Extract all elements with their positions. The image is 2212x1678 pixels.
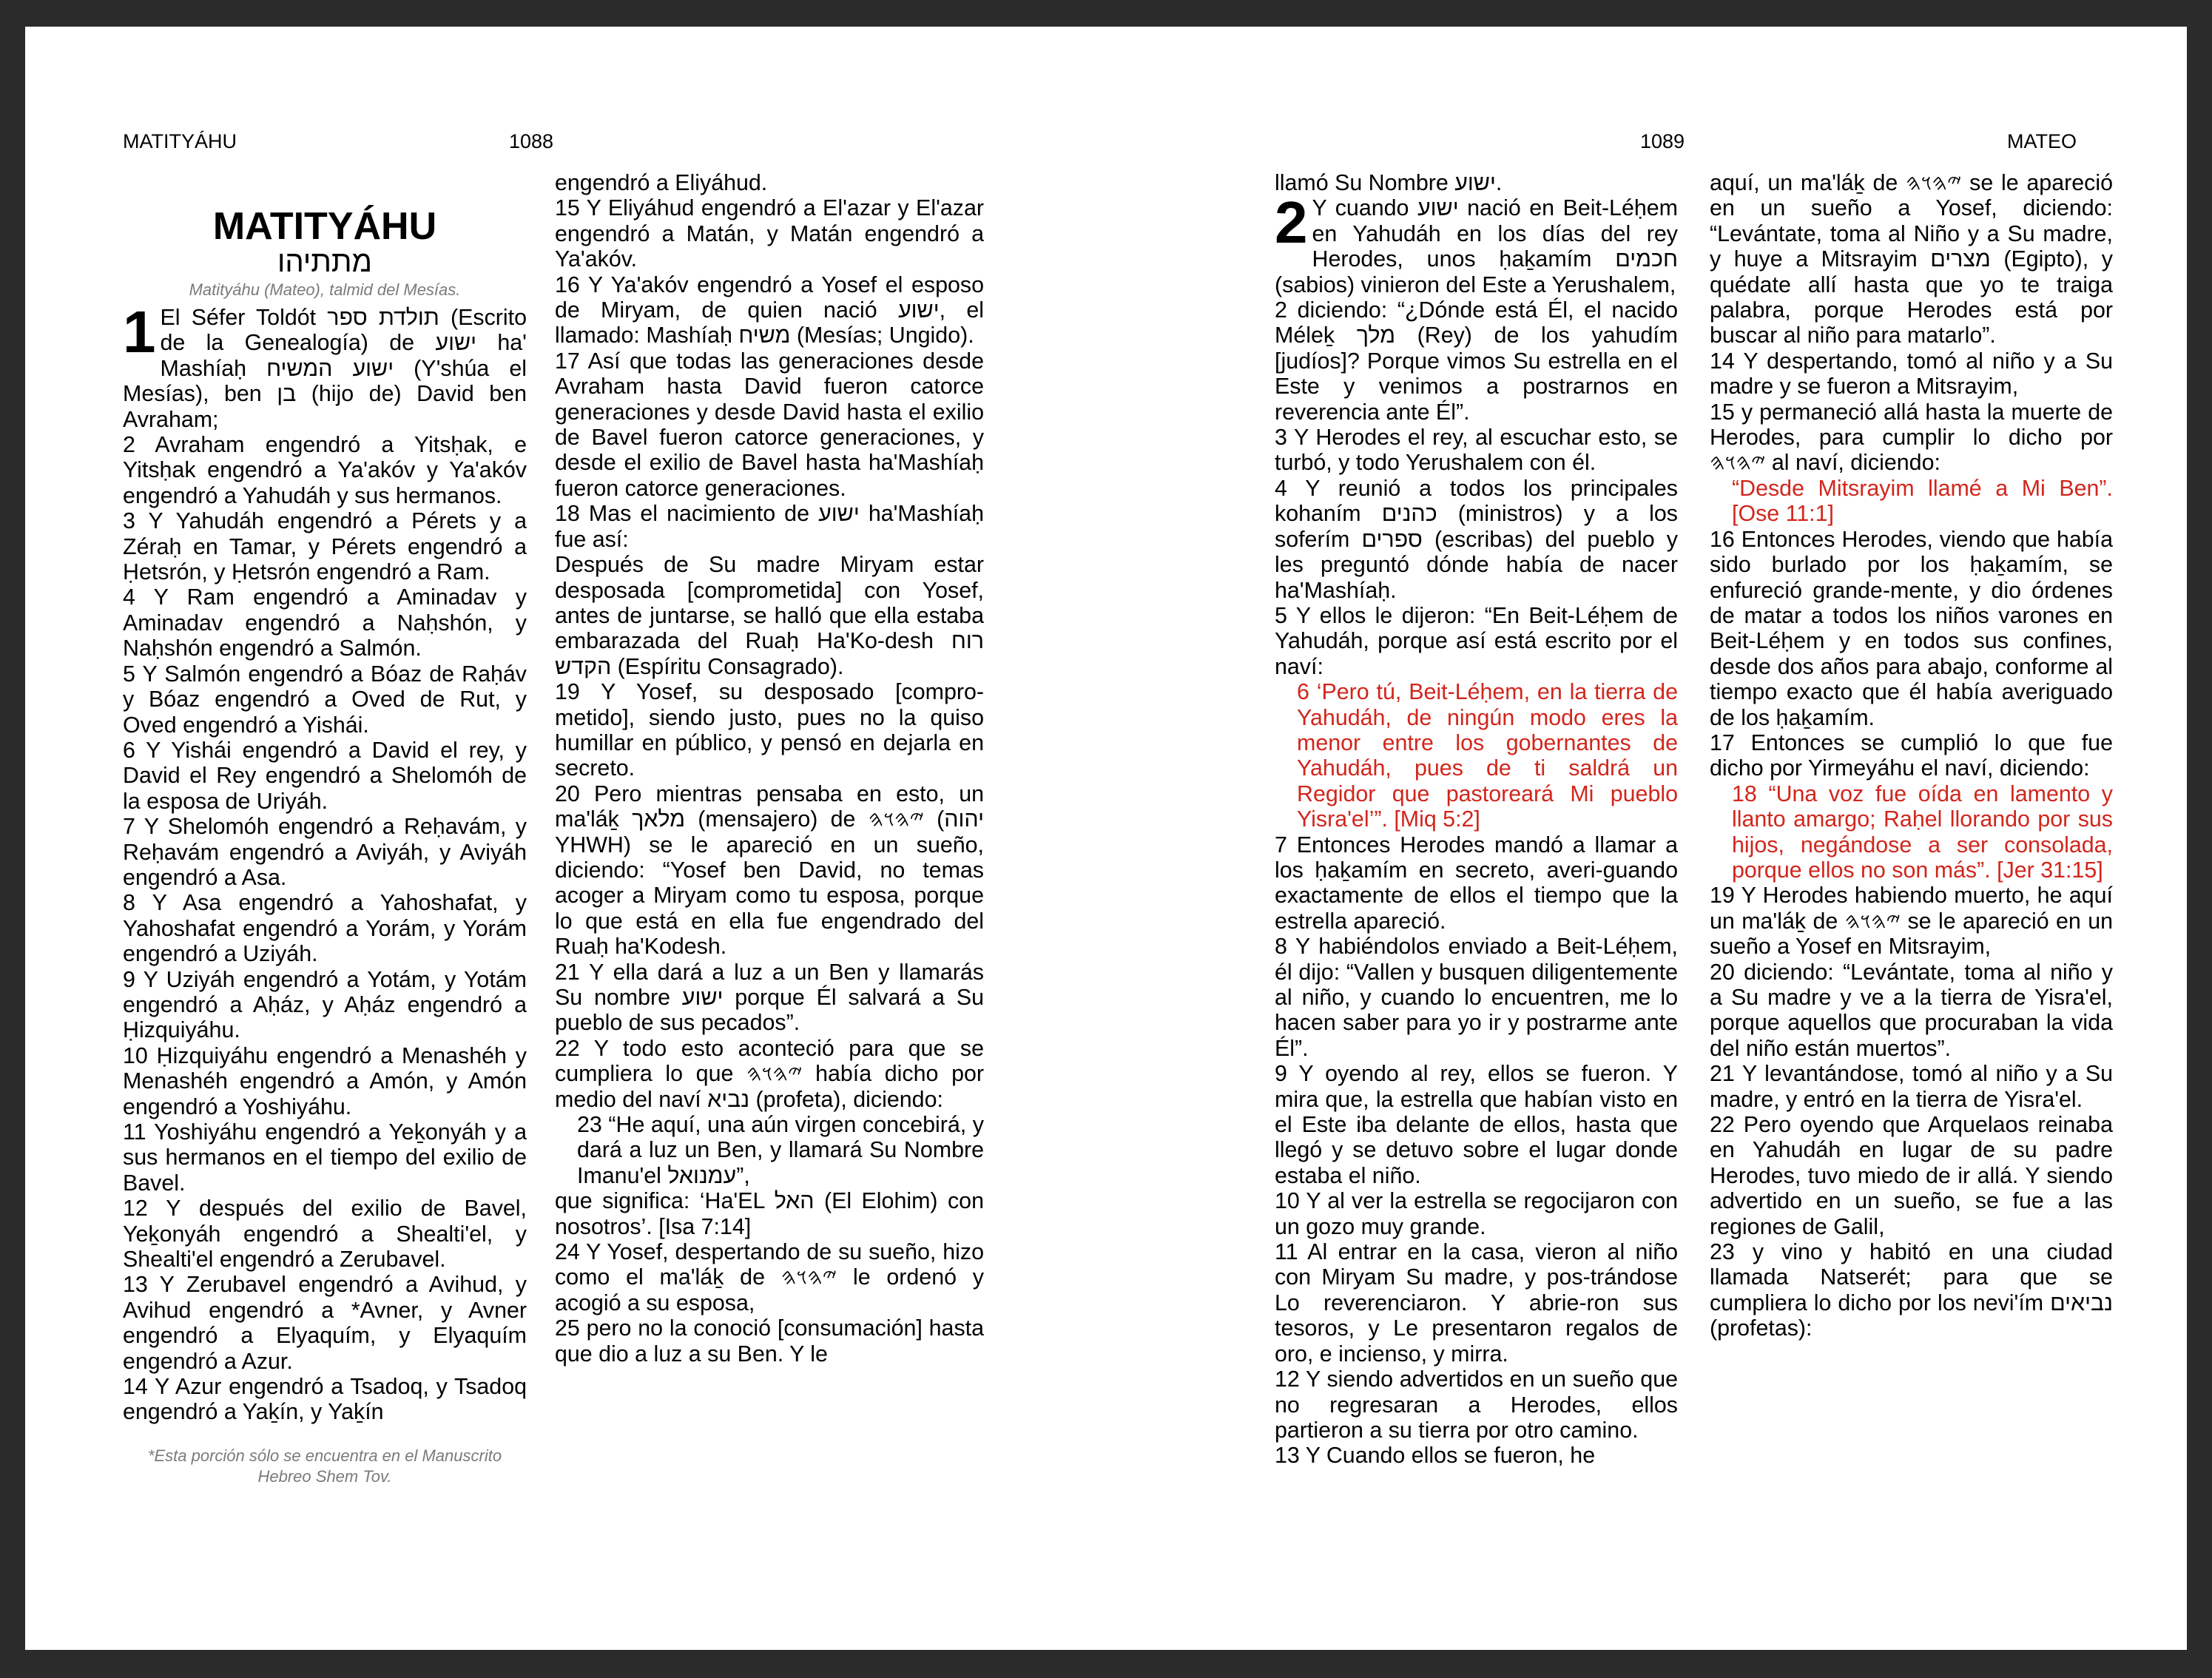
verse: 4 Y reunió a todos los principales kohaním כהנים (ministros) y a los soferím ספרים (escribas) del pueblo y les preguntó dónde había de nacer ha'Mashíaḥ. [1275, 475, 1678, 603]
verse: 6 Y Yishái engendró a David el rey, y David el Rey engendró a Shelomóh de la esposa de Uriyáh. [123, 737, 527, 814]
verse: 10 Ḥizquiyáhu engendró a Menashéh y Menashéh engendró a Amón, y Amón engendró a Yoshiyáhu. [123, 1042, 527, 1119]
verse: 13 Y Zerubavel engendró a Avihud, y Avihud engendró a *Avner, y Avner engendró a Elyaquím, y Elyaquím engendró a Azur. [123, 1272, 527, 1374]
left-column-1 [123, 175, 527, 1487]
verse: llamó Su Nombre ישוע. [1275, 170, 1503, 195]
page-number-left: 1088 [509, 130, 554, 152]
verse: 11 Yoshiyáhu engendró a Yeḵonyáh y a sus hermanos en el tiempo del exilio de Bavel. [123, 1119, 527, 1196]
verse: 2 diciendo: “¿Dónde está Él, el nacido Méleḵ מלך (Rey) de los yahudím [judíos]? Porque vimos Su estrella en el Este y venimos a postrarnos en reverencia ante Él”. [1275, 297, 1679, 425]
verse: 12 Y después del exilio de Bavel, Yeḵonyáh engendró a Shealti'el, y Shealti'el engendró a Zerubavel. [123, 1196, 527, 1273]
verse: 21 Y levantándose, tomó al niño y a Su madre, y entró en la tierra de Yisra'el. [1710, 1061, 2113, 1112]
verse: 2 Avraham engendró a Yitsḥak, e Yitsḥak engendró a Ya'akóv y Ya'akóv engendró a Yahudáh y sus hermanos. [123, 432, 527, 508]
verse: 14 Y despertando, tomó al niño y a Su madre y se fueron a Mitsrayim, [1710, 348, 2113, 400]
running-header-right: MATEO [2007, 130, 2077, 152]
book-title: MATITYÁHU [212, 205, 437, 248]
verse-quote: 23 “He aquí, una aún virgen concebirá, y dará a luz un Ben, y llamará Su Nombre Imanu'el עמנואל”, [577, 1112, 984, 1188]
verse: 23 y vino y habitó en una ciudad llamada Natserét; para que se cumpliera lo dicho por los nevi'ím נביאים (profetas): [1710, 1239, 2113, 1341]
verse: 15 Y Eliyáhud engendró a El'azar y El'azar engendró a Matán, y Matán engendró a Ya'akóv. [555, 195, 984, 272]
left-column-2 [555, 170, 984, 1367]
verse-prophecy: 6 ‘Pero tú, Beit-Léḥem, en la tierra de Yahudáh, de ningún modo eres la menor entre los gobernantes de Yahudáh, pues de ti saldrá un Regidor que pastoreará Mi pueblo Yisra'el’”. [Miq 5:2] [1297, 679, 1678, 832]
right-column-2 [1710, 170, 2113, 1341]
verse: 22 Pero oyendo que Arquelaos reinaba en Yahudáh en lugar de su padre Herodes, tuvo miedo de ir allá. Y siendo advertido en un sueño, se fue a las regiones de Galil, [1710, 1112, 2113, 1239]
verse: 17 Entonces se cumplió lo que fue dicho por Yirmeyáhu el naví, diciendo: [1710, 730, 2113, 781]
footnote: *Esta porción sólo se encuentra en el Manuscrito Hebreo Shem Tov. [147, 1446, 502, 1486]
book-spread [25, 27, 2187, 1650]
verse: Y cuando ישוע nació en Beit-Léḥem en Yahudáh en los días del rey Herodes, unos ḥaḵamím חכמים (sabios) vinieron del Este a Yerushalem, [1275, 195, 1678, 297]
verse: 3 Y Yahudáh engendró a Pérets y a Zéraḥ en Tamar, y Pérets engendró a Ḥetsrón, y Ḥetsrón engendró a Ram. [123, 508, 527, 585]
verse-prophecy: “Desde Mitsrayim llamé a Mi Ben”. [Ose 11:1] [1732, 475, 2113, 527]
verse: 20 diciendo: “Levántate, toma al niño y a Su madre y ve a la tierra de Yisra'el, porque aquellos que procuraban la vida del niño están muertos”. [1710, 959, 2113, 1061]
page-number-right: 1089 [1640, 130, 1685, 152]
verse: que significa: ‘Ha'EL האל (El Elohim) con nosotros’. [Isa 7:14] [555, 1188, 984, 1239]
right-page [1106, 27, 2187, 1650]
running-header-left: MATITYÁHU [123, 130, 237, 152]
verse: 4 Y Ram engendró a Aminadav y Aminadav engendró a Naḥshón, y Naḥshón engendró a Salmón. [123, 584, 527, 661]
verse: 21 Y ella dará a luz a un Ben y llamarás Su nombre ישוע porque Él salvará a Su pueblo de sus pecados”. [555, 959, 984, 1036]
verse: 3 Y Herodes el rey, al escuchar esto, se turbó, y todo Yerushalem con él. [1275, 425, 1678, 476]
verse: 22 Y todo esto aconteció para que se cumpliera lo que 𐤉𐤄𐤅𐤄 había dicho por medio del naví נביא (profeta), diciendo: [555, 1035, 984, 1112]
verse: 19 Y Herodes habiendo muerto, he aquí un ma'láḵ de 𐤉𐤄𐤅𐤄 se le apareció en un sueño a Yosef en Mitsrayim, [1710, 883, 2113, 960]
verse: 15 y permaneció allá hasta la muerte de Herodes, para cumplir lo dicho por 𐤉𐤄𐤅𐤄 al naví, diciendo: [1710, 399, 2113, 476]
verse: 9 Y oyendo al rey, ellos se fueron. Y mira que, la estrella que habían visto en el Este iba delante de ellos, hasta que llegó y se detuvo sobre el lugar donde estaba el niño. [1275, 1061, 1678, 1188]
verse: 14 Y Azur engendró a Tsadoq, y Tsadoq engendró a Yaḵín, y Yaḵín [123, 1374, 527, 1425]
verse: 7 Entonces Herodes mandó a llamar a los ḥaḵamím en secreto, averi-guando exactamente de ellos el tiempo que la estrella apareció. [1275, 832, 1678, 934]
verse: 8 Y Asa engendró a Yahoshafat, y Yahoshafat engendró a Yorám, y Yorám engendró a Uziyáh. [123, 890, 527, 967]
verse: 20 Pero mientras pensaba en esto, un ma'láḵ מלאך (mensajero) de 𐤉𐤄𐤅𐤄 (יהוה YHWH) se le apareció en un sueño, diciendo: “Yosef ben David, no temas acoger a Miryam como tu esposa, porque lo que está en ella fue engendrado del Ruaḥ ha'Kodesh. [555, 781, 984, 960]
verse: engendró a Eliyáhud. [555, 170, 768, 195]
verse: 17 Así que todas las generaciones desde Avraham hasta David fueron catorce generaciones y desde David hasta el exilio de Bavel fueron catorce generaciones, y desde el exilio de Bavel hasta ha'Mashíaḥ fueron catorce generaciones. [555, 348, 984, 501]
chapter-number: 2 [1275, 189, 1308, 256]
verse: 11 Al entrar en la casa, vieron al niño con Miryam Su madre, y pos-trándose Lo reverenciaron. Y abrie-ron sus tesoros, y Le presentaron regalos de oro, e incienso, y mirra. [1275, 1239, 1678, 1367]
left-page [25, 27, 1106, 1650]
book-title-hebrew: מתתיהו [277, 246, 373, 278]
verse: Después de Su madre Miryam estar desposada [comprometida] con Yosef, antes de juntarse, se halló que ella estaba embarazada del Ruaḥ Ha'Ko-desh רוח הקדש (Espíritu Consagrado). [555, 552, 984, 679]
verse: 5 Y Salmón engendró a Bóaz de Raḥáv y Bóaz engendró a Oved de Rut, y Oved engendró a Yishái. [123, 661, 527, 738]
verse-prophecy: 18 “Una voz fue oída en lamento y llanto amargo; Raḥel llorando por sus hijos, negándose a ser consolada, porque ellos no son más”. [Jer 31:15] [1732, 781, 2113, 883]
verse: 9 Y Uziyáh engendró a Yotám, y Yotám engendró a Aḥáz, y Aḥáz engendró a Ḥizquiyáhu. [123, 966, 527, 1043]
verse: El Séfer Toldót תולדת ספר (Escrito de la Genealogía) de ישוע ha' Mashíaḥ ישוע המשיח (Y'shúa el Mesías), ben בן (hijo de) David ben Avraham; [123, 305, 527, 432]
verse: 5 Y ellos le dijeron: “En Beit-Léḥem de Yahudáh, porque así está escrito por el naví: [1275, 602, 1678, 679]
verse: 12 Y siendo advertidos en un sueño que no regresaran a Herodes, ellos partieron a su tierra por otro camino. [1275, 1367, 1678, 1443]
verse: 16 Entonces Herodes, viendo que había sido burlado por los ḥaḵamím, se enfureció grande-mente, y dio órdenes de matar a todos los niños varones en Beit-Léḥem y en todos sus confines, desde dos años para abajo, conforme al tiempo exacto que él había averiguado de los ḥaḵamím. [1710, 526, 2113, 730]
verse: aquí, un ma'láḵ de 𐤉𐤄𐤅𐤄 se le apareció en un sueño a Yosef, diciendo: “Levántate, toma al Niño y a Su madre, y huye a Mitsrayim מצרים (Egipto), y quédate allí hasta que yo te traiga palabra, porque Herodes está por buscar al niño para matarlo”. [1710, 170, 2113, 348]
verse: 8 Y habiéndolos enviado a Beit-Léḥem, él dijo: “Vallen y busquen diligentemente al niño, y cuando lo encuentren, me lo hacen saber para yo ir y postrarme ante Él”. [1275, 934, 1678, 1061]
verse: 13 Y Cuando ellos se fueron, he [1275, 1443, 1596, 1469]
right-column-1 [1275, 170, 1678, 1469]
chapter-number: 1 [123, 299, 156, 365]
verse: 16 Y Ya'akóv engendró a Yosef el esposo de Miryam, de quien nació ישוע, el llamado: Mashíaḥ משיח (Mesías; Ungido). [555, 272, 984, 348]
verse: 7 Y Shelomóh engendró a Reḥavám, y Reḥavám engendró a Aviyáh, y Aviyáh engendró a Asa. [123, 814, 527, 890]
verse: 25 pero no la conoció [consumación] hasta que dio a luz a su Ben. Y le [555, 1315, 984, 1367]
verse: 18 Mas el nacimiento de ישוע ha'Mashíaḥ fue así: [555, 501, 984, 552]
book-intro: Matityáhu (Mateo), talmid del Mesías. [189, 280, 461, 299]
verse: 19 Y Yosef, su desposado [compro-metido], siendo justo, pues no la quiso humillar en público, y pensó en dejarla en secreto. [555, 679, 984, 781]
verse: 24 Y Yosef, despertando de su sueño, hizo como el ma'láḵ de 𐤉𐤄𐤅𐤄 le ordenó y acogió a su esposa, [555, 1239, 984, 1315]
verse: 10 Y al ver la estrella se regocijaron con un gozo muy grande. [1275, 1188, 1678, 1239]
